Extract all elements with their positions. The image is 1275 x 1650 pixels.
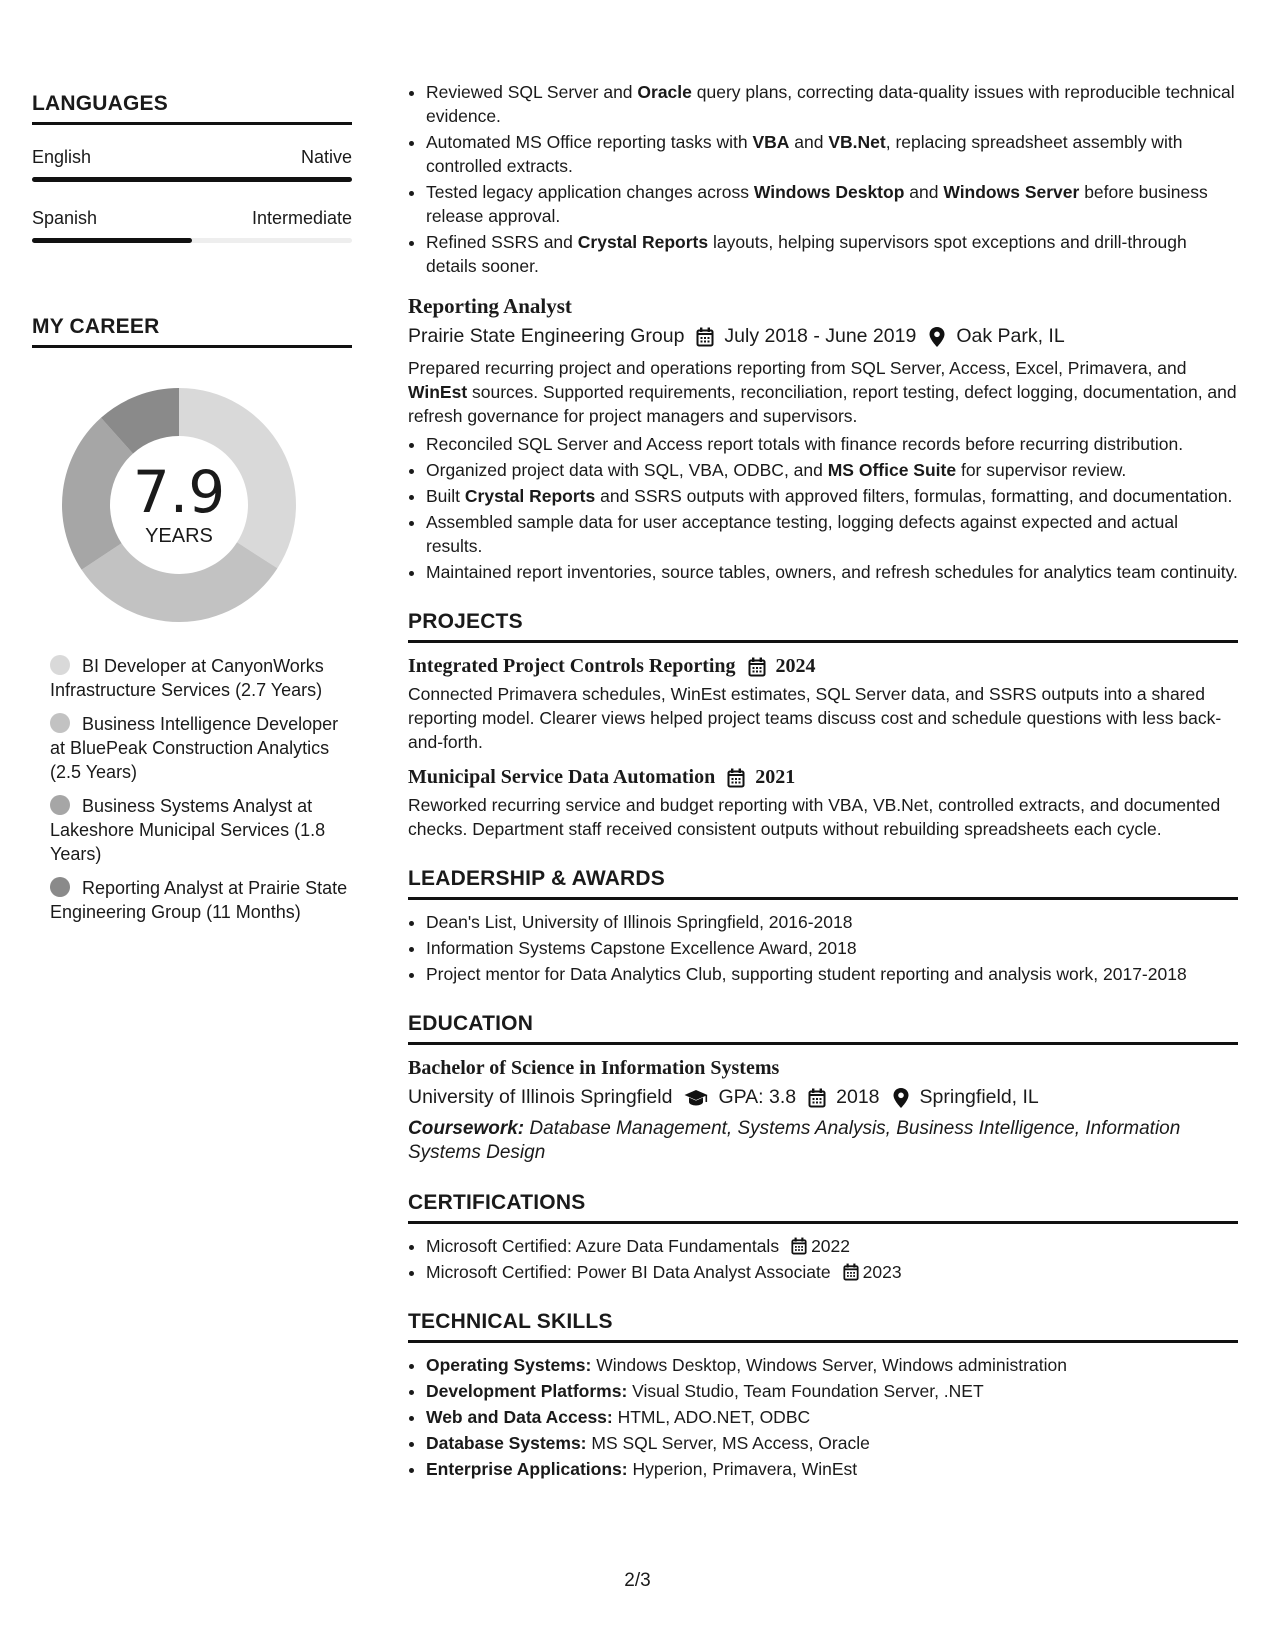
education-section bbox=[408, 1012, 1238, 1165]
skill-value: MS SQL Server, MS Access, Oracle bbox=[591, 1433, 870, 1453]
role-location: Oak Park, IL bbox=[956, 325, 1065, 347]
skill-value: Visual Studio, Team Foundation Server, .NET bbox=[632, 1381, 984, 1401]
project-name: Integrated Project Controls Reporting bbox=[408, 655, 736, 677]
language-item bbox=[32, 147, 352, 182]
project-heading bbox=[408, 655, 1238, 678]
coursework-list: Database Management, Systems Analysis, Business Intelligence, Information Systems Design bbox=[408, 1118, 1181, 1163]
projects-title: PROJECTS bbox=[408, 610, 1238, 643]
bullet-item: • Assembled sample data for user acceptance testing, logging defects against expected and actual results. bbox=[426, 510, 1238, 558]
certification-item bbox=[426, 1234, 1238, 1258]
certification-name: • Microsoft Certified: Power BI Data Analyst Associate bbox=[426, 1262, 831, 1282]
bullet-item: • Maintained report inventories, source tables, owners, and refresh schedules for analytics team continuity. bbox=[426, 560, 1238, 584]
legend-swatch bbox=[50, 795, 70, 815]
projects-section bbox=[408, 610, 1238, 841]
role-title: Reporting Analyst bbox=[408, 294, 572, 318]
location-pin-icon bbox=[928, 327, 946, 347]
role-dates: July 2018 - June 2019 bbox=[724, 325, 917, 347]
calendar-icon bbox=[696, 327, 714, 347]
skills-section bbox=[408, 1310, 1238, 1481]
right-column bbox=[408, 80, 1238, 1483]
bullet-item: • Reconciled SQL Server and Access report totals with finance records before recurring distribution. bbox=[426, 432, 1238, 456]
legend-swatch bbox=[50, 877, 70, 897]
skill-item bbox=[426, 1457, 1238, 1481]
legend-label: Business Intelligence Developer at BluePeak Construction Analytics (2.5 Years) bbox=[50, 714, 339, 782]
education-degree: Bachelor of Science in Information Systems bbox=[408, 1057, 780, 1079]
role-entry bbox=[408, 294, 1238, 584]
awards-title: LEADERSHIP & AWARDS bbox=[408, 867, 1238, 900]
bullet-item: • Tested legacy application changes across Windows Desktop and Windows Server before business release approval. bbox=[426, 180, 1238, 228]
skill-item bbox=[426, 1431, 1238, 1455]
skill-item bbox=[426, 1379, 1238, 1403]
education-gpa: GPA: 3.8 bbox=[718, 1086, 797, 1108]
language-name: English bbox=[32, 147, 92, 167]
awards-list bbox=[408, 910, 1238, 986]
certifications-title: CERTIFICATIONS bbox=[408, 1191, 1238, 1224]
career-total-years: 7.9 bbox=[132, 457, 226, 526]
language-name: Spanish bbox=[32, 208, 98, 228]
language-level: Native bbox=[300, 147, 352, 167]
calendar-icon bbox=[808, 1088, 826, 1108]
bullet-item: • Reviewed SQL Server and Oracle query plans, correcting data-quality issues with reproducible technical evidence. bbox=[426, 80, 1238, 128]
career-title: MY CAREER bbox=[32, 315, 352, 348]
legend-item bbox=[50, 712, 352, 784]
skill-item bbox=[426, 1405, 1238, 1429]
award-item: • Dean's List, University of Illinois Springfield, 2016-2018 bbox=[426, 910, 1238, 934]
legend-label: Business Systems Analyst at Lakeshore Municipal Services (1.8 Years) bbox=[50, 796, 326, 864]
project-year: 2024 bbox=[775, 655, 816, 677]
certification-item bbox=[426, 1260, 1238, 1284]
languages-title: LANGUAGES bbox=[32, 92, 352, 125]
skill-value: Hyperion, Primavera, WinEst bbox=[632, 1459, 858, 1479]
language-item bbox=[32, 208, 352, 243]
language-level-fill bbox=[32, 177, 352, 182]
language-list bbox=[32, 147, 352, 243]
award-item: • Project mentor for Data Analytics Club, supporting student reporting and analysis work, 2017-2018 bbox=[426, 962, 1238, 986]
education-year: 2018 bbox=[836, 1086, 880, 1108]
legend-label: BI Developer at CanyonWorks Infrastructure Services (2.7 Years) bbox=[50, 656, 324, 700]
bullet-item: • Refined SSRS and Crystal Reports layouts, helping supervisors spot exceptions and drill-through details sooner. bbox=[426, 230, 1238, 278]
certifications-list bbox=[408, 1234, 1238, 1284]
skill-label: Operating Systems: bbox=[426, 1355, 592, 1375]
role-company: Prairie State Engineering Group bbox=[408, 325, 685, 347]
left-column bbox=[32, 92, 352, 934]
role-summary: Prepared recurring project and operations reporting from SQL Server, Access, Excel, Primavera, and WinEst sources. Supported requirements, reconciliation, report testing, defect logging, documentation, and refresh governance for project managers and supervisors. bbox=[408, 358, 1237, 426]
education-school: University of Illinois Springfield bbox=[408, 1086, 673, 1108]
legend-item bbox=[50, 654, 352, 702]
certification-year: 2023 bbox=[862, 1262, 902, 1282]
legend-item bbox=[50, 876, 352, 924]
skill-label: Database Systems: bbox=[426, 1433, 587, 1453]
graduation-cap-icon bbox=[684, 1088, 708, 1108]
certification-name: • Microsoft Certified: Azure Data Fundamentals bbox=[426, 1236, 780, 1256]
language-level-bar bbox=[32, 177, 352, 182]
education-coursework bbox=[408, 1117, 1238, 1165]
legend-swatch bbox=[50, 713, 70, 733]
page-number: 2/3 bbox=[624, 1570, 651, 1591]
bullet-item: • Automated MS Office reporting tasks with VBA and VB.Net, replacing spreadsheet assembly with controlled extracts. bbox=[426, 130, 1238, 178]
career-donut-chart bbox=[56, 382, 302, 628]
bullet-item: • Organized project data with SQL, VBA, ODBC, and MS Office Suite for supervisor review. bbox=[426, 458, 1238, 482]
language-level-fill bbox=[32, 238, 192, 243]
education-location: Springfield, IL bbox=[919, 1086, 1039, 1108]
coursework-label: Coursework: bbox=[408, 1118, 525, 1139]
role-bullets bbox=[408, 432, 1238, 584]
awards-section bbox=[408, 867, 1238, 986]
skill-value: Windows Desktop, Windows Server, Windows administration bbox=[596, 1355, 1067, 1375]
project-name: Municipal Service Data Automation bbox=[408, 766, 716, 788]
legend-label: Reporting Analyst at Prairie State Engineering Group (11 Months) bbox=[50, 878, 348, 922]
calendar-icon bbox=[843, 1263, 859, 1281]
calendar-icon bbox=[791, 1237, 807, 1255]
skill-label: Enterprise Applications: bbox=[426, 1459, 628, 1479]
bullet-item: • Built Crystal Reports and SSRS outputs with approved filters, formulas, formatting, and documentation. bbox=[426, 484, 1238, 508]
career-legend bbox=[50, 654, 352, 924]
career-total-unit: YEARS bbox=[145, 524, 213, 547]
calendar-icon bbox=[727, 768, 745, 788]
skill-label: Development Platforms: bbox=[426, 1381, 628, 1401]
certification-year: 2022 bbox=[811, 1236, 851, 1256]
calendar-icon bbox=[748, 657, 766, 677]
education-meta bbox=[408, 1086, 1238, 1109]
previous-role-bullets bbox=[408, 80, 1238, 278]
award-item: • Information Systems Capstone Excellence Award, 2018 bbox=[426, 936, 1238, 960]
skill-item bbox=[426, 1353, 1238, 1377]
role-meta bbox=[408, 325, 1238, 348]
education-title: EDUCATION bbox=[408, 1012, 1238, 1045]
skill-label: Web and Data Access: bbox=[426, 1407, 613, 1427]
project-heading bbox=[408, 766, 1238, 789]
legend-swatch bbox=[50, 655, 70, 675]
legend-item bbox=[50, 794, 352, 866]
project-year: 2021 bbox=[755, 766, 796, 788]
skills-title: TECHNICAL SKILLS bbox=[408, 1310, 1238, 1343]
project-description: Connected Primavera schedules, WinEst estimates, SQL Server data, and SSRS outputs into a shared reporting model. Clearer views helped project teams discuss cost and schedule questions with less back-and-forth. bbox=[408, 684, 1222, 752]
location-pin-icon bbox=[892, 1088, 910, 1108]
skill-value: HTML, ADO.NET, ODBC bbox=[617, 1407, 811, 1427]
language-level: Intermediate bbox=[251, 208, 352, 228]
certifications-section bbox=[408, 1191, 1238, 1284]
project-description: Reworked recurring service and budget reporting with VBA, VB.Net, controlled extracts, and documented checks. Department staff received consistent outputs without rebuilding spreadsheets each cycle. bbox=[408, 795, 1221, 839]
language-level-bar bbox=[32, 238, 352, 243]
skills-list bbox=[408, 1353, 1238, 1481]
